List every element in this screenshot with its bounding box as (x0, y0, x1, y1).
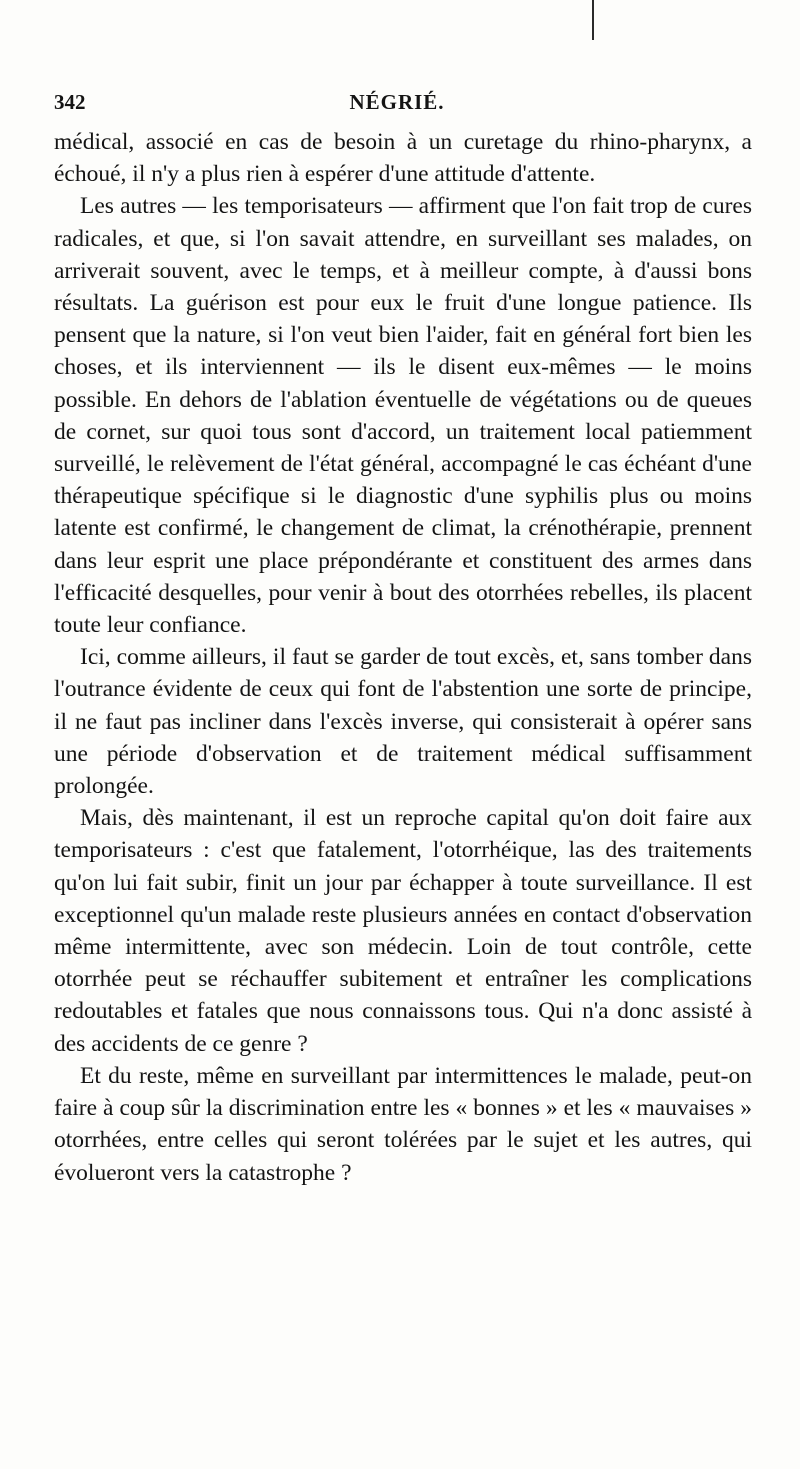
paragraph-discrimination: Et du reste, même en surveillant par intermittences le malade, peut-on faire à coup sûr la discrimination entre les « bonnes » et les « mauvaises » otorrhées, entre celles qui seront tolérées par le sujet et les autres, qui évolueront vers la catastrophe ? (54, 1062, 752, 1186)
page-number: 342 (54, 90, 86, 114)
paragraph-exces: Ici, comme ailleurs, il faut se garder de tout excès, et, sans tomber dans l'outrance évidente de ceux qui font de l'abstention une sorte de principe, il ne faut pas incliner dans l'excès inverse, qui consisterait à opérer sans une période d'observation et de traitement médical suffisamment prolongée. (54, 644, 752, 800)
scan-artifact-line (592, 0, 594, 40)
running-head (54, 90, 750, 120)
paragraph-temporisateurs: Les autres — les temporisateurs — affirment que l'on fait trop de cures radicales, et que, si l'on savait attendre, en surveillant ses malades, on arriverait souvent, avec le temps, et à meilleur compte, à d'aussi bons résultats. La guérison est pour eux le fruit d'une longue patience. Ils pensent que la nature, si l'on veut bien l'aider, fait en général fort bien les choses, et ils interviennent — ils le disent eux-mêmes — le moins possible. En dehors de l'ablation éventuelle de végétations ou de queues de cornet, sur quoi tous sont d'accord, un traitement local patiemment surveillé, le relèvement de l'état général, accompagné le cas échéant d'une thérapeutique spécifique si le diagnostic d'une syphilis plus ou moins latente est confirmé, le changement de climat, la crénothérapie, prennent dans leur esprit une place prépondérante et constituent des armes dans l'efficacité desquelles, pour venir à bout des otorrhées rebelles, ils placent toute leur confiance. (54, 193, 752, 639)
paragraph-continuation: médical, associé en cas de besoin à un curetage du rhino-pharynx, a échoué, il n'y a plus rien à espérer d'une attitude d'attente. (54, 129, 752, 188)
body-text (54, 126, 752, 1189)
running-title: NÉGRIÉ. (349, 90, 445, 114)
paragraph-reproche: Mais, dès maintenant, il est un reproche capital qu'on doit faire aux temporisateurs : c'est que fatalement, l'otorrhéique, las des traitements qu'on lui fait subir, finit un jour par échapper à toute surveillance. Il est exceptionnel qu'un malade reste plusieurs années en contact d'observation même intermittente, avec son médecin. Loin de tout contrôle, cette otorrhée peut se réchauffer subitement et entraîner les complications redoutables et fatales que nous connaissons tous. Qui n'a donc assisté à des accidents de ce genre ? (54, 805, 752, 1057)
